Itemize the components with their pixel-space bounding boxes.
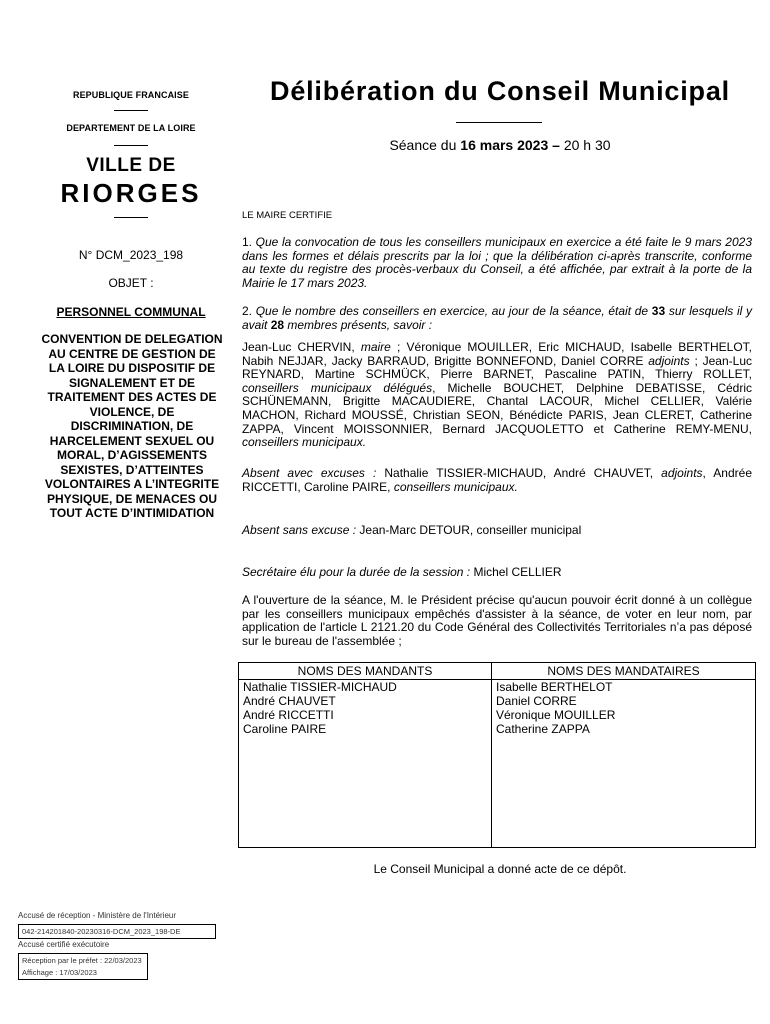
seance-prefix: Séance du (389, 137, 461, 153)
member-names: ; Véronique MOUILLER, Eric MICHAUD, Isabelle BERTHELOT, Nabih NEJJAR, Jacky BARRAUD, Brigitte BONNEFOND, Daniel CORRE (242, 340, 752, 368)
objet-line: TRAITEMENT DES ACTES DE (47, 390, 217, 404)
count-exercice: 33 (651, 304, 666, 318)
table-cell: Véronique MOUILLER (496, 708, 616, 722)
present-members (242, 341, 752, 450)
stamp-affichage: Affichage : 17/03/2023 (22, 968, 97, 977)
paragraph-quorum (242, 305, 752, 332)
stamp-executoire: Accusé certifié exécutoire (18, 940, 110, 949)
title-divider (456, 122, 542, 123)
table-cell: Caroline PAIRE (243, 722, 327, 736)
table-header: NOMS DES MANDANTS (239, 663, 491, 680)
table-cell: Daniel CORRE (496, 694, 577, 708)
deliberation-number: N° DCM_2023_198 (78, 248, 184, 262)
objet-line: CONVENTION DE DELEGATION (41, 332, 223, 346)
table-cell: André CHAUVET (243, 694, 336, 708)
member-names: , Michelle BOUCHET, Delphine DEBATISSE, Cédric SCHÜNEMANN, Brigitte MACAUDIERE, Chantal LACOUR, Michel CELLIER, Valérie MACHON, Richard MOUSSÉ, Christian SEON, Bénédicte PARIS, Jean CLERET, Catherine ZAPPA, Vincent MOISSONNIER, Bernard JACQUOLETTO et Catherine REMY-MENU, (242, 380, 752, 436)
table-cell: Isabelle BERTHELOT (496, 680, 613, 694)
secretary-name: Michel CELLIER (473, 565, 562, 579)
city-name: RIORGES (60, 178, 202, 208)
member-role: conseillers municipaux. (393, 479, 518, 494)
table-cell: Catherine ZAPPA (496, 722, 590, 736)
count-present: 28 (270, 317, 285, 332)
stamp-reception: Réception par le préfet : 22/03/2023 (22, 956, 142, 965)
member-role: adjoints (661, 466, 703, 480)
member-role: conseillers municipaux. (242, 435, 367, 450)
mandataires-column (492, 663, 755, 847)
absent-unexcused (242, 524, 752, 538)
certify-heading: LE MAIRE CERTIFIE (242, 210, 333, 221)
member-names: Jean-Marc DETOUR, conseiller municipal (359, 523, 582, 537)
member-names: Jean-Luc CHERVIN, (242, 340, 361, 354)
paragraph-number: 1. (242, 235, 256, 249)
acknowledgement: Le Conseil Municipal a donné acte de ce dépôt. (373, 862, 627, 876)
table-header: NOMS DES MANDATAIRES (492, 663, 755, 680)
objet-line: VIOLENCE, DE (89, 404, 175, 419)
seance-time: 20 h 30 (563, 137, 611, 153)
opening-statement: A l'ouverture de la séance, M. le Président précise qu'aucun pouvoir écrit donné à un collègue par les conseillers municipaux empêchés d'assister à la séance, de voter en leur nom, par application de l'article L 2121.20 du Code Général des Collectivités Territoriales n’a pas déposé sur le bureau de l'assemblée ; (242, 593, 752, 648)
table-cell: André RICCETTI (243, 708, 334, 722)
member-names: ; Jean-Luc REYNARD, Martine SCHMÜCK, Pierre BARNET, Pascaline PATIN, Thierry ROLLET, (242, 353, 752, 382)
paragraph-text: membres présents, savoir : (284, 317, 433, 332)
secretary-label: Secrétaire élu pour la durée de la session : (242, 565, 474, 579)
objet-label: OBJET : (108, 276, 154, 290)
objet-title: PERSONNEL COMMUNAL (56, 305, 206, 319)
objet-line: SIGNALEMENT ET DE (68, 375, 195, 390)
objet-line: HARCELEMENT SEXUEL OU (49, 433, 215, 448)
absent-label: Absent avec excuses : (242, 466, 385, 480)
stamp-dates (18, 953, 148, 980)
ville-de-label: VILLE DE (86, 155, 176, 176)
objet-line: DISCRIMINATION, DE (70, 419, 194, 433)
objet-line: PHYSIQUE, DE MENACES OU (46, 491, 218, 506)
objet-line: AU CENTRE DE GESTION DE (48, 346, 216, 361)
member-role: conseillers municipaux délégués (242, 380, 433, 395)
objet-description (33, 332, 231, 521)
mandants-column (239, 663, 492, 847)
objet-line: MORAL, D’AGISSEMENTS (56, 448, 207, 462)
objet-line: LA LOIRE DU DISPOSITIF DE (48, 361, 216, 375)
member-role: adjoints (648, 353, 690, 368)
paragraph-number: 2. (242, 304, 256, 318)
member-names: , Andrée RICCETTI, Caroline PAIRE, (242, 466, 752, 494)
absent-label: Absent sans excuse : (242, 523, 360, 537)
paragraph-text: Que la convocation de tous les conseillers municipaux en exercice a été faite le 9 mars 2023 dans les formes et délais prescrits par la loi ; que la délibération ci-après transcrite, conforme au texte du registre des procès-verbaux du Conseil, a été affichée, par extrait à la porte de la Mairie le 17 mars 2023. (242, 235, 752, 290)
stamp-ministry: Accusé de réception - Ministère de l'Intérieur (18, 911, 177, 920)
objet-line: VOLONTAIRES A L’INTEGRITE (44, 477, 220, 491)
republique-label: REPUBLIQUE FRANCAISE (72, 90, 189, 100)
document-title: Délibération du Conseil Municipal (270, 76, 730, 106)
paragraph-text: Que le nombre des conseillers en exercice, au jour de la séance, était de (255, 304, 652, 318)
paragraph-text: sur lesquels il y avait (242, 304, 753, 332)
stamp-id: 042-214201840-20230316-DCM_2023_198-DE (18, 924, 216, 939)
objet-line: TOUT ACTE D’INTIMIDATION (49, 506, 215, 520)
paragraph-convocation (242, 236, 752, 290)
divider (114, 145, 148, 146)
member-role: maire (360, 340, 391, 354)
absent-excused (242, 467, 752, 494)
objet-line: SEXISTES, D’ATTEINTES (60, 462, 204, 477)
seance-dash: – (548, 137, 564, 153)
divider (114, 110, 148, 111)
seance-line (240, 137, 760, 153)
table-cell: Nathalie TISSIER-MICHAUD (243, 680, 397, 694)
proxy-table (238, 662, 756, 848)
secretary (242, 566, 752, 580)
departement-label: DEPARTEMENT DE LA LOIRE (66, 123, 196, 133)
member-names: Nathalie TISSIER-MICHAUD, André CHAUVET, (384, 466, 662, 480)
seance-date: 16 mars 2023 (460, 137, 549, 153)
divider (114, 217, 148, 218)
